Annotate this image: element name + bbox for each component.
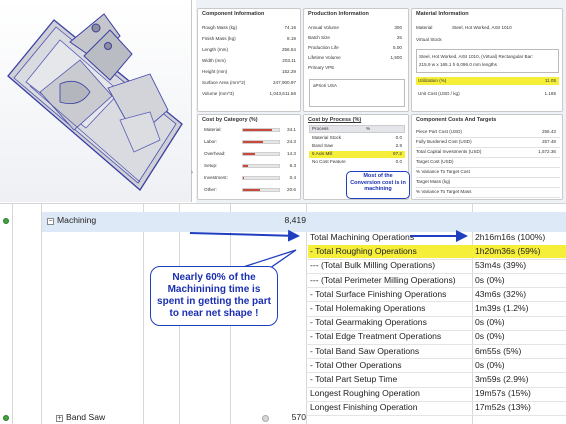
component-cost-value: 1,572.36	[538, 149, 556, 154]
stock-description-line1: Steel, Hot Worked, AISI 1010, (Virtual) Rectangular Bar:	[419, 54, 533, 59]
operation-label: - Total Gearmaking Operations	[310, 317, 427, 328]
utilization-value: 11.05	[544, 78, 556, 83]
cost-process-label: 5 Axis Mill	[312, 151, 333, 156]
band-saw-value: 570	[291, 412, 306, 422]
production-info-label: Lifetime Volume	[308, 55, 341, 60]
operation-label: Total Machining Operations	[310, 232, 415, 242]
operation-value: 17m52s (13%)	[475, 402, 531, 413]
operation-label: - Total Other Operations	[310, 359, 402, 370]
component-info-label: Surface Area (mm^2)	[202, 80, 246, 85]
component-cost-label: Target Cost (USD)	[416, 159, 454, 164]
production-info-label: Batch Size	[308, 35, 330, 40]
operation-value: 2h16m16s (100%)	[475, 232, 546, 242]
operation-value: 6m55s (5%)	[475, 345, 522, 356]
component-info-label: Height (mm)	[202, 69, 228, 74]
cost-category-label: Investment:	[204, 175, 228, 180]
operation-value: 0s (0%)	[475, 274, 505, 285]
component-cost-label: Piece Part Cost (USD)	[416, 129, 462, 134]
operation-value: 0s (0%)	[475, 359, 505, 370]
production-info-label: Production Life	[308, 45, 339, 50]
component-info-value: 247,900.97	[273, 80, 296, 85]
cost-process-value: 2.8	[395, 143, 402, 148]
viewport-scroll-arrow-icon[interactable]: ›	[191, 170, 193, 176]
roughing-time-callout-text: Nearly 60% of the Machinining time is spent in getting the part to near net shape !	[157, 272, 271, 319]
band-saw-label: Band Saw	[66, 412, 106, 422]
component-info-label: Length (mm)	[202, 47, 229, 52]
cost-process-label: Band Saw	[312, 143, 333, 148]
primary-vpe-value: aPriori USA	[313, 83, 337, 88]
production-info-label: Primary VPE	[308, 65, 335, 70]
cost-category-label: Setup:	[204, 163, 218, 168]
production-info-value: 300	[394, 25, 402, 30]
operation-label: --- (Total Bulk Milling Operations)	[310, 260, 436, 271]
operation-label: - Total Edge Treatment Operations	[310, 331, 442, 342]
cost-process-value: 0.0	[395, 159, 402, 164]
component-cost-label: % Variance To Target Cost	[416, 169, 470, 174]
cost-category-label: Other:	[204, 187, 217, 192]
component-cost-value: 257.48	[541, 139, 556, 144]
operation-label: - Total Surface Finishing Operations	[310, 288, 447, 299]
cost-process-value: 97.2	[393, 151, 402, 156]
operation-label: - Total Part Setup Time	[310, 374, 398, 384]
material-information-title: Material Information	[416, 11, 469, 17]
component-cost-value: 256.43	[541, 129, 556, 134]
component-info-value: 1,043,611.56	[269, 91, 296, 96]
machining-label: Machining	[57, 215, 97, 225]
component-info-value: 74.16	[284, 25, 296, 30]
cost-process-value: 0.0	[395, 135, 402, 140]
operation-label: --- (Total Perimeter Milling Operations)	[310, 274, 456, 285]
component-info-label: Finish Mass (kg)	[202, 36, 236, 41]
operation-value: 53m4s (39%)	[475, 260, 527, 271]
cost-by-process-title: Cost by Process (%)	[308, 117, 362, 123]
component-information-title: Component Information	[202, 11, 265, 17]
percent-column-header: %	[366, 126, 371, 131]
cost-category-value: 20.6	[287, 187, 296, 192]
component-cost-label: % Variance To Target Mass	[416, 189, 472, 194]
cost-category-value: 6.3	[289, 163, 296, 168]
component-info-label: Rough Mass (kg)	[202, 25, 237, 30]
collapse-icon[interactable]: −	[48, 218, 53, 225]
utilization-label: Utilization (%)	[418, 78, 447, 83]
component-info-label: Volume (mm^3)	[202, 91, 235, 96]
cost-category-value: 14.3	[287, 151, 296, 156]
cost-category-value: 24.3	[287, 139, 296, 144]
operation-label: Longest Roughing Operation	[310, 388, 420, 399]
component-info-value: 8.19	[287, 36, 296, 41]
component-info-label: Width (mm)	[202, 58, 226, 63]
production-info-value: 25	[396, 35, 402, 40]
operation-label: Longest Finishing Operation	[310, 402, 418, 413]
component-info-value: 152.29	[281, 69, 296, 74]
virtual-stock-label: Virtual Stock	[416, 37, 442, 42]
process-column-header: Process	[312, 126, 329, 131]
arrow-to-total-machining	[190, 233, 298, 236]
operation-value: 3m59s (2.9%)	[475, 374, 529, 384]
conversion-cost-callout-text: Most of the Conversion cost is in machining	[350, 173, 406, 192]
cost-category-label: Material:	[204, 127, 222, 132]
cost-by-category-title: Cost by Category (%)	[202, 117, 258, 123]
operation-label: - Total Roughing Operations	[310, 246, 417, 257]
operation-value: 0s (0%)	[475, 331, 505, 342]
cost-process-label: No Cost Feature	[312, 159, 346, 164]
material-value: Steel, Hot Worked, AISI 1010	[452, 25, 512, 30]
component-info-value: 256.54	[281, 47, 296, 52]
operation-label: - Total Band Saw Operations	[310, 345, 420, 356]
cost-category-value: 0.4	[289, 175, 296, 180]
roughing-time-callout	[150, 266, 278, 326]
component-info-value: 203.11	[282, 58, 296, 63]
cost-process-label: Material Stock	[312, 135, 342, 140]
operation-value: 0s (0%)	[475, 317, 505, 328]
machining-value: 8,419	[284, 215, 306, 225]
component-costs-title: Component Costs And Targets	[416, 117, 497, 123]
component-cost-label: Fully Burdened Cost (USD)	[416, 139, 472, 144]
material-label: Material	[416, 25, 433, 30]
operation-value: 43m6s (32%)	[475, 288, 527, 299]
production-info-value: 1,500	[390, 55, 402, 60]
unit-cost-value: 1.185	[544, 91, 556, 96]
production-info-value: 5.00	[393, 45, 402, 50]
production-info-label: Annual Volume	[308, 25, 339, 30]
cost-category-value: 34.1	[287, 127, 296, 132]
cost-category-label: Labor:	[204, 139, 218, 144]
cost-category-label: Overhead:	[204, 151, 226, 156]
operation-value: 19m57s (15%)	[475, 388, 531, 399]
component-cost-label: Target Mass (kg)	[416, 179, 451, 184]
operation-value: 1m39s (1.2%)	[475, 303, 529, 313]
production-information-title: Production Information	[308, 11, 369, 17]
component-cost-label: Total Capital Investments (USD)	[416, 149, 482, 154]
stock-description-line2: 215.9 w x 165.1 h 6,096.0 mm lengths	[419, 62, 497, 67]
expand-icon[interactable]: +	[57, 415, 62, 422]
unit-cost-label: Unit Cost (USD / kg)	[418, 91, 460, 96]
operation-value: 1h20m36s (59%)	[475, 246, 541, 257]
operation-label: - Total Holemaking Operations	[310, 303, 426, 313]
